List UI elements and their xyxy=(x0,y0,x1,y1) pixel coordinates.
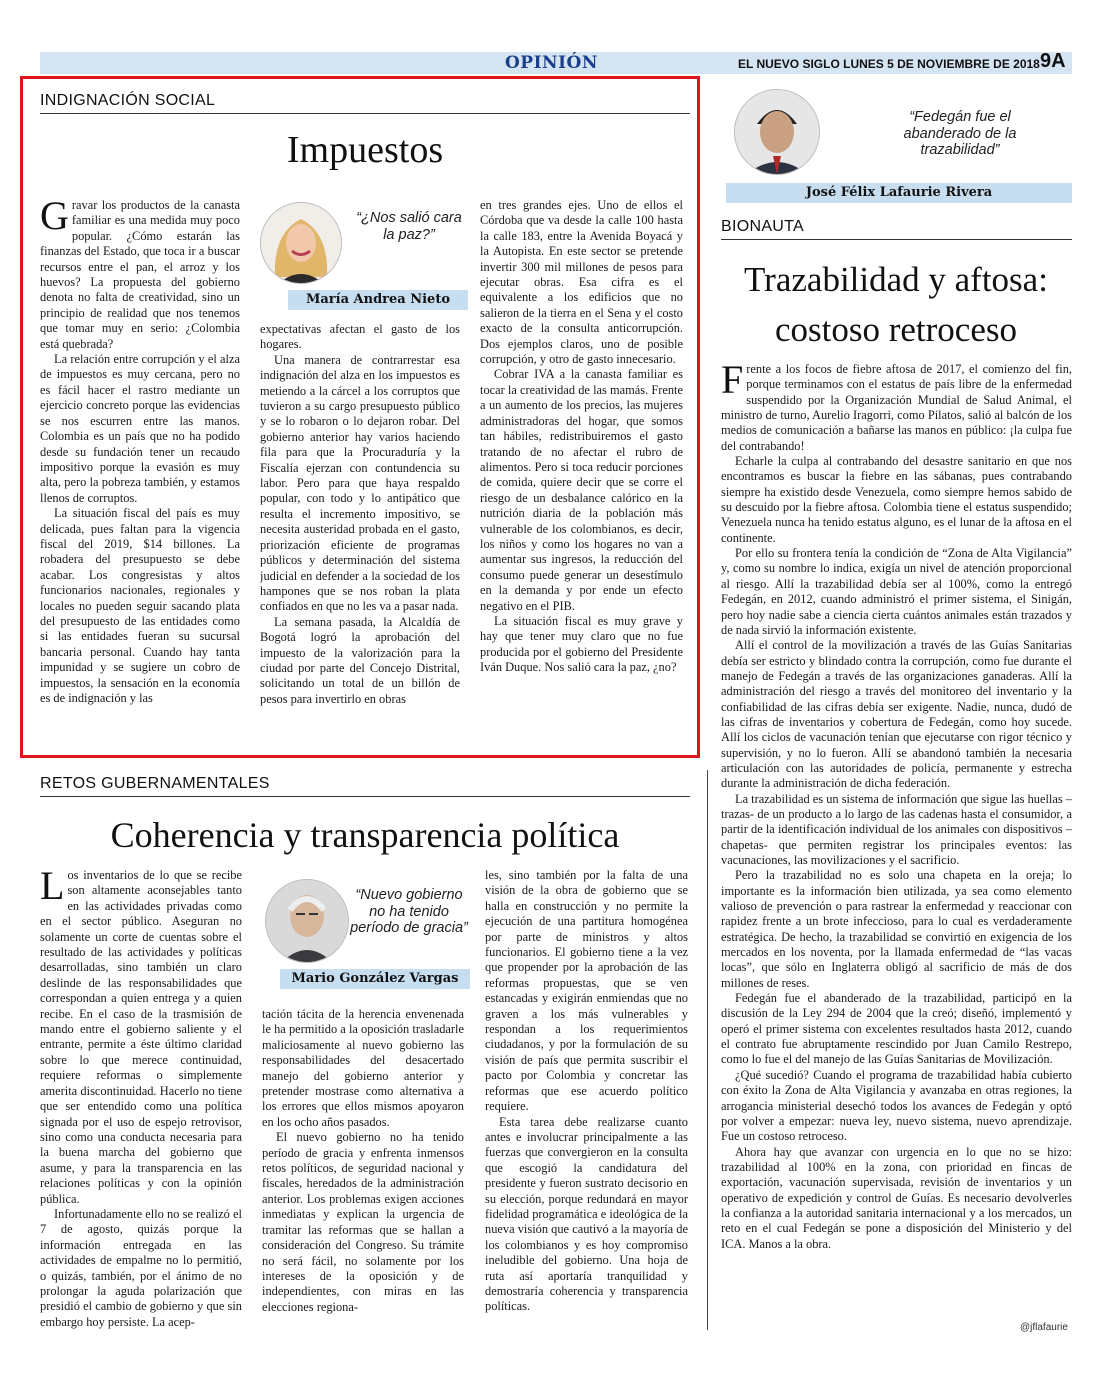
article1-headline: Impuestos xyxy=(286,129,444,171)
paragraph: La situación fiscal del país es muy delicada, pues faltan para la vigencia fiscal del 2019, $14 billones. La robadera del presupuesto se debe acabar. Los congresistas y altos funcionarios nacionales, regionales y locales no pueden seguir sacando plata del presupuesto de las entidades como si las entidades fueran su sucursal bancaria personal. Cuando hay tanta impunidad y se sugiere un cobro de impuestos, la sensación en la economía es de indignación y las xyxy=(40,506,240,705)
article2-kicker: RETOS GUBERNAMENTALES xyxy=(40,775,270,792)
paragraph: El nuevo gobierno no ha tenido período de gracia y enfrenta inmensos retos políticos, de seguridad nacional y fiscales, heredados de la administración anterior. Los problemas exigen acciones inmediatas y explican la urgencia de tramitar las reformas que se hallan a consideración del Congreso. Su trámite no será fácil, no solamente por los intereses de la oposición y de independientes, con miras en las elecciones regiona- xyxy=(262,1130,464,1314)
paragraph: tación tácita de la herencia envenenada le ha permitido a la oposición trasladarle maliciosamente al nuevo gobierno las responsabilidades del desacertado manejo del gobierno anterior y pretender mostrase como alternativa a los errores que ellos mismos apoyaron en los ocho años pasados. xyxy=(262,1007,464,1129)
twitter-handle[interactable]: @jflafaurie xyxy=(1020,1322,1068,1333)
paragraph: Pero la trazabilidad no es solo una chapeta en la oreja; lo importante es la información bien utilizada, ya sea como elemento valioso de prevención o para rastrear la enfermedad y reaccionar con rapidez frente a un brote infeccioso, para lo cual es verdaderamente estratégica. De hecho, la trazabilidad se convirtió en exigencia de los mercados en los noventa, por la llamada enfermedad de “las vacas locas”, que sólo en Inglaterra obligó al sacrificio de más de dos millones de reses. xyxy=(721,868,1072,990)
paragraph: Por ello su frontera tenía la condición de “Zona de Alta Vigilancia” y, como su nombre lo indica, exigía un nivel de atención proporcional al riesgo. Allí la trazabilidad debía ser al 100%, como la entregó Fedegán, en 2012, cuando administró el primer sistema, el Sinigán, pero hoy nadie sabe a ciencia cierta cuántos animales están trazados y de nada sirvió la información existente. xyxy=(721,546,1072,637)
dateline: EL NUEVO SIGLO LUNES 5 DE NOVIEMBRE DE 2018 xyxy=(738,57,1040,71)
article1-dropcap: G xyxy=(40,198,69,238)
author-card-gonzalez xyxy=(260,875,470,990)
author-photo xyxy=(265,879,349,963)
article2-column-1 xyxy=(40,868,242,1338)
author-name: José Félix Lafaurie Rivera xyxy=(726,183,1072,203)
paragraph: os inventarios de lo que se recibe son altamente aconsejables tanto en las actividades privadas como en el sector público. Aseguran no solamente un corte de cuentas sobre el resultado de las actividades y políticas desarrolladas, sino también un claro deslinde de las responsabilidades que correspondan a quien entrega y a quien recibe. En el caso de la trasmisión de mando entre el gobierno saliente y el entrante, permite a éste último claridad sobre lo que merece continuidad, requiere reformas o simplemente amerita discontinuidad. Hacerlo no tiene que ser entendido como una política signada por el uso de espejo retrovisor, sino como una conducta necesaria para la buena marcha del gobierno que asume, y para la transparencia en las relaciones políticas y con la opinión pública. xyxy=(40,868,242,1206)
author-photo xyxy=(734,89,820,175)
article1-kicker: INDIGNACIÓN SOCIAL xyxy=(40,92,216,109)
author-quote: “¿Nos salió cara la paz?” xyxy=(356,210,462,243)
article1-column-1 xyxy=(40,198,240,743)
paragraph: ravar los productos de la canasta familiar es una medida muy poco popular. ¿Cómo estarán las finanzas del Estado, que toca ir a buscar recursos entre el pan, el arroz y los huevos? La propuesta del gobierno denota no falta de creatividad, sino un principio de realidad que nos tenemos que tomar muy en serio: ¿Colombia está quebrada? xyxy=(40,198,240,351)
paragraph: La semana pasada, la Alcaldía de Bogotá logró la aprobación del impuesto de la valorización para la ciudad por parte del Concejo Distrital, solicitando un total de un billón de pesos para invertirlo en obras xyxy=(260,614,460,706)
article3-dropcap: F xyxy=(721,362,744,402)
paragraph: Allí el control de la movilización a través de las Guías Sanitarias debía ser estricto y blindado contra la corrupción, como fue durante el manejo de Fedegán a través de las organizaciones ganaderas. Allí la administración del riesgo a través del monitoreo del inventario y la confiabilidad de las cifras debía ser exigente. Nadie, nunca, dudó de las cifras de inventarios y cobertura de Fedegán, como hoy sucede. Allí los ciclos de vacunación tenían que ejecutarse con rigor técnico y supervisión, y no lo fueron. Allí se abandonó también la necesaria articulación con las autoridades de policía, permanente y estrecha durante la administración de dicha federación. xyxy=(721,638,1072,791)
author-card-lafaurie xyxy=(720,83,1072,205)
paragraph: La relación entre corrupción y el alza de impuestos es muy cercana, pero no es fácil hacer el rastro mediante un ejercicio concreto porque las evidencias se nos escurren entre las manos. Colombia es un país que no ha podido desde su fundación tener un recaudo impositivo porque la evasión es muy alta, pero la pobreza también, y estamos llenos de corruptos. xyxy=(40,352,240,505)
paragraph: Echarle la culpa al contrabando del desastre sanitario en que nos encontramos es buscar la fiebre en las sábanas, pues contrabando siempre ha existido desde Venezuela, como siempre hemos sabido de su descuido por la fiebre aftosa. Colombia tiene el estatus suspendido; Venezuela nunca ha tenido estatus alguno, es el lunar de la aftosa en el continente. xyxy=(721,454,1072,545)
page-number: 9A xyxy=(1040,50,1066,72)
paragraph: ¿Qué sucedió? Cuando el programa de trazabilidad había cubierto con éxito la Zona de Alta Vigilancia y avanzaba en otras regiones, la arrogancia ministerial desechó todos los avances de Fedegán y optó por volver a empezar: nueva ley, nuevo sistema, nuevo aprendizaje. Fue un costoso retroceso. xyxy=(721,1067,1072,1144)
author-portrait-icon xyxy=(266,880,348,962)
column-divider xyxy=(707,770,708,1330)
article2-dropcap: L xyxy=(40,868,65,908)
author-portrait-icon xyxy=(261,203,341,283)
paragraph: en tres grandes ejes. Uno de ellos el Córdoba que va desde la calle 100 hasta la calle 183, entre la Avenida Boyacá y la Autopista. En este sector se pretende invertir 300 mil millones de pesos para ejecutar obras. Esa cifra es el equivalente a los edificios que no salieron de la tierra en el Sena y el costo exacto de la consulta anticorrupción. Dos ejemplos claros, uno de posible corrupción, y otro de gasto innecesario. xyxy=(480,198,683,367)
article2-headline: Coherencia y transparencia política xyxy=(110,815,620,855)
article3-kicker-rule xyxy=(721,239,1072,240)
paragraph: La trazabilidad es un sistema de información que sigue las huellas –trazas- de un producto a lo largo de las cadenas hasta el consumidor, a partir de la identificación individual de los animales con dispositivos –chapetas- que permiten registrar los principales eventos: las vacunaciones, las movilizaciones y el sacrificio. xyxy=(721,791,1072,867)
article1-kicker-rule xyxy=(40,113,690,114)
article2-column-2 xyxy=(262,1007,464,1337)
author-card-nieto xyxy=(258,198,468,310)
article3-body xyxy=(721,362,1072,1320)
paragraph: Ahora hay que avanzar con urgencia en lo que no se hizo: trazabilidad al 100% en la zona, con prioridad en fincas de exportación, vacunación supervisada, revisión de inventarios y un operativo de expedición y control de Guías. Es necesario devolverles la confianza a la autoridad sanitaria internacional y a los mercados, un reto en el cual Fedegán se pone a disposición del Ministerio y del ICA. Manos a la obra. xyxy=(721,1144,1072,1251)
article2-kicker-rule xyxy=(40,796,690,797)
paragraph: Cobrar IVA a la canasta familiar es tocar la creatividad de las mamás. Frente a un aumento de los precios, las mujeres administradoras del hogar, que somos tan hábiles, redistribuiremos el gasto tratando de no afectar el rubro de alimentos. Pero si toca reducir porciones de comida, quiere decir que se corre el riesgo de un desbalance calórico en la nutrición diaria de la población más vulnerable de los colombianos, es decir, los niños y como los hogares no van a aumentar sus ingresos, la reducción del consumo puede generar un desestímulo en la demanda y por ende un efecto negativo en el PIB. xyxy=(480,367,683,613)
article1-column-2 xyxy=(260,322,460,742)
author-quote: “Fedegán fue el abanderado de la trazabilidad” xyxy=(903,109,1017,159)
author-portrait-icon xyxy=(735,90,819,174)
author-name: Mario González Vargas xyxy=(280,969,470,989)
author-quote: “Nuevo gobierno no ha tenido período de gracia” xyxy=(350,887,468,937)
paragraph: Esta tarea debe realizarse cuanto antes e involucrar principalmente a las fuerzas que convergieron en la consulta que escogió la candidatura del presidente y fueron sustrato decisorio en su elección, porque redundará en mayor fidelidad programática e ideológica de la nueva visión que cautivó a la mayoría de los colombianos y es hoy compromiso ineludible del gobierno. Una hoja de ruta así aportaría tranquilidad y demostraría coherencia y transparencia políticas. xyxy=(485,1114,688,1314)
paragraph: Infortunadamente ello no se realizó el 7 de agosto, quizás porque la información entregada en las actividades de empalme no lo permitió, o quizás, también, por el ánimo de no prolongar la aguda polarización que presidió el cambio de gobierno y que sin embargo hoy persiste. La acep- xyxy=(40,1206,242,1329)
article3-kicker: BIONAUTA xyxy=(721,218,805,235)
section-title: OPINIÓN xyxy=(505,53,598,73)
article2-column-3 xyxy=(485,868,688,1338)
paragraph: Fedegán fue el abanderado de la trazabilidad, participó en la discusión de la Ley 294 de 2004 que la creó; diseñó, implementó y operó el primer sistema con excelentes resultados hasta 2012, cuando el contrato fue abruptamente rescindido por Juan Camilo Restrepo, como lo fue el del manejo de las Guías Sanitarias de Movilización. xyxy=(721,991,1072,1067)
paragraph: rente a los focos de fiebre aftosa de 2017, el comienzo del fin, porque terminamos con el estatus de país libre de la enfermedad suspendido por la Organización Mundial de Salud Animal, el ministro de turno, Aurelio Iragorri, como Pilatos, salió al balcón de los medios de comunicación a bañarse las manos en público: ¡la culpa fue del contrabando! xyxy=(721,362,1072,453)
article3-headline: Trazabilidad y aftosa: costoso retroceso xyxy=(744,260,1048,349)
article1-column-3 xyxy=(480,198,683,743)
author-name: María Andrea Nieto xyxy=(288,290,468,310)
author-photo xyxy=(260,202,342,284)
paragraph: Una manera de contrarrestar esa indignación del alza en los impuestos es metiendo a la cárcel a los corruptos que tuvieron a su cargo presupuesto público y se lo robaron o lo dejaron robar. Del gobierno anterior hay varios haciendo fila para que la Procuraduría y la Fiscalía ejerzan con contundencia su labor. Pero para que haya respaldo popular, con todo y lo antipático que resulta el incremento impositivo, se necesita austeridad probada en el gasto, priorización eficiente de programas públicos y determinación del sistema judicial en defender a la sociedad de los hampones que se nos roban la plata confiados en que no les va a pasar nada. xyxy=(260,352,460,614)
paragraph: expectativas afectan el gasto de los hogares. xyxy=(260,322,460,352)
paragraph: les, sino también por la falta de una visión de la obra de gobierno que se halla en construcción y no permite la ejecución de una partitura homogénea por parte de ministros y altos funcionarios. El gobierno tiene a la vez que propender por la aprobación de las reformas propuestas, que se ven estancadas y exigirán enmiendas que no graven a los más vulnerables y respondan a los requerimientos ciudadanos, y por la formulación de su visión de país que permita suscribir el pacto por Colombia y concretar las reformas que ese acuerdo político requiere. xyxy=(485,868,688,1114)
paragraph: La situación fiscal es muy grave y hay que tener muy claro que no fue producida por el gobierno del Presidente Iván Duque. Nos salió cara la paz, ¿no? xyxy=(480,613,683,675)
